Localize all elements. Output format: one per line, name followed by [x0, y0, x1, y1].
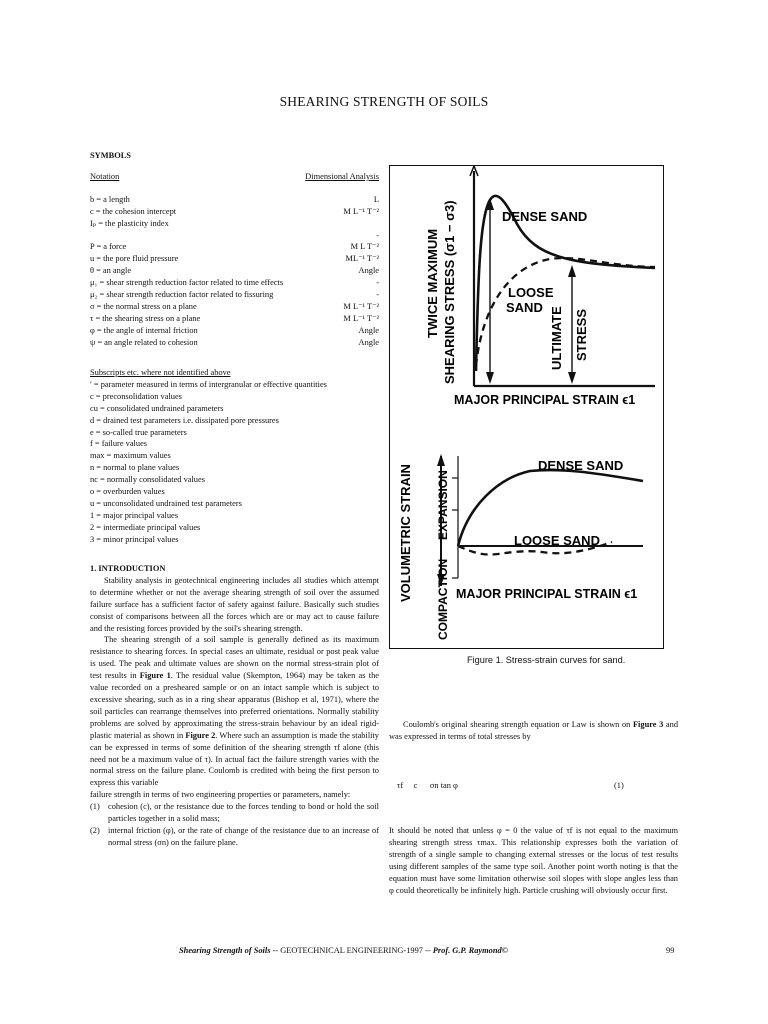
- expansion-label: EXPANSION: [436, 470, 450, 540]
- symbol-row: [90, 265, 379, 277]
- subscript-item: o = overburden values: [90, 487, 165, 497]
- coulomb-text-a: Coulomb's original shearing strength equation or Law is shown on: [403, 720, 633, 729]
- symbol-definition: u = the pore fluid pressure: [90, 254, 179, 264]
- symbol-row: [90, 289, 379, 301]
- symbols-section: [90, 150, 379, 349]
- symbols-heading: SYMBOLS: [90, 151, 131, 160]
- subscript-item: cu = consolidated undrained parameters: [90, 403, 224, 413]
- symbol-definition: θ = an angle: [90, 266, 132, 276]
- symbol-dimension: Angle: [358, 337, 379, 347]
- footer-title: [179, 946, 508, 955]
- loose-sand-label-bottom: LOOSE SAND: [514, 533, 600, 548]
- top-ylabel-1: TWICE MAXIMUM: [425, 228, 440, 338]
- subscript-item: d = drained test parameters i.e. dissipated pore pressures: [90, 415, 279, 425]
- intro-p2-a: The shearing strength of a soil sample is generally defined as its maximum resistance to shearing forces. In special cases an ultimate, residual or post peak value is used. The peak and ultimate values are shown on the normal stress-strain plot of test results in: [90, 635, 379, 681]
- subscript-item: 3 = minor principal values: [90, 534, 179, 544]
- intro-paragraph-3: failure strength in terms of two engineering properties or parameters, namely:: [90, 790, 351, 800]
- symbol-definition: P = a force: [90, 242, 127, 252]
- subscript-item: f = failure values: [90, 439, 148, 449]
- symbol-dimension: M L⁻¹ T⁻²: [343, 206, 379, 216]
- list-item-2: [90, 825, 379, 849]
- symbol-dimension: M L T⁻²: [350, 242, 379, 252]
- symbol-row: [90, 194, 379, 206]
- symbols-list: [90, 194, 379, 349]
- introduction-section: [90, 563, 379, 849]
- symbol-row: [90, 337, 379, 349]
- bottom-xlabel: MAJOR PRINCIPAL STRAIN ϵ1: [456, 587, 638, 601]
- notation-header: Notation: [90, 171, 120, 181]
- subscript-item: n = normal to plane values: [90, 463, 180, 473]
- dense-sand-label-bottom: DENSE SAND: [538, 458, 624, 473]
- symbol-definition: ψ = an angle related to cohesion: [90, 337, 198, 347]
- subscript-item: 1 = major principal values: [90, 510, 178, 520]
- symbol-dimension: M L⁻¹ T⁻²: [343, 313, 379, 323]
- list-num: (1): [90, 802, 100, 812]
- symbol-definition: σ = the normal stress on a plane: [90, 301, 197, 311]
- symbol-definition: φ = the angle of internal friction: [90, 325, 198, 335]
- top-ylabel-2: SHEARING STRESS (σ1 − σ3): [442, 200, 457, 384]
- page-number: 99: [666, 946, 675, 955]
- list-item-1: [90, 801, 379, 825]
- subscript-item: u = unconsolidated undrained test parameters: [90, 498, 242, 508]
- intro-p1-text: Stability analysis in geotechnical engineering includes all studies which attempt to determine whether or not the average shearing strength of soil over the assumed failure surface has a sufficient factor of safety against failure. Basically such studies consist of comparisons between all the forces which are or may act to cause failure and the resisting forces provided by the soil's shearing strength.: [90, 575, 379, 633]
- subscript-item: c = preconsolidation values: [90, 391, 182, 401]
- figure-1-ref: Figure 1: [139, 671, 171, 681]
- symbol-row: [90, 301, 379, 313]
- stress-strain-figure: [390, 166, 663, 648]
- subscripts-list: [90, 379, 379, 546]
- subscript-item: 2 = intermediate principal values: [90, 522, 201, 532]
- bottom-ylabel: VOLUMETRIC STRAIN: [398, 464, 413, 602]
- figure-3-ref: Figure 3: [632, 720, 664, 729]
- equation-1: τf c σn tan φ: [397, 781, 458, 790]
- list-text: cohesion (c), or the resistance due to the forces tending to bond or hold the soil particles together in a solid mass;: [108, 802, 379, 824]
- subscript-item: nc = normally consolidated values: [90, 475, 205, 485]
- symbol-dimension: Angle: [358, 266, 379, 276]
- symbol-dimension: -: [376, 290, 379, 300]
- figure-2-ref: Figure 2: [185, 730, 216, 740]
- symbol-definition: τ = the shearing stress on a plane: [90, 313, 201, 323]
- list-num: (2): [90, 825, 100, 835]
- subscript-item: e = so-called true parameters: [90, 427, 187, 437]
- subscripts-heading: Subscripts etc. where not identified above: [90, 368, 231, 377]
- top-xlabel: MAJOR PRINCIPAL STRAIN ϵ1: [454, 393, 636, 407]
- ultimate-label: ULTIMATE: [549, 306, 564, 370]
- symbol-definition: c = the cohesion intercept: [90, 206, 177, 216]
- symbol-dimension: L: [373, 194, 379, 204]
- intro-p2-c: . Where such an assumption is made the stability can be expressed in terms of some definition of the shearing strength τf alone (this need not be a maximum value of τ). In actual fact the failure strength varies with the normal stress on the failure plane. Coulomb is credited with being the first person to express this variable: [90, 730, 379, 788]
- symbol-dimension: ML⁻¹ T⁻²: [345, 254, 379, 264]
- symbol-row: [90, 206, 379, 218]
- figure-1-frame: [389, 165, 664, 649]
- footer-author: Prof. G.P. Raymond©: [432, 946, 508, 955]
- symbol-definition: Iₚ = the plasticity index: [90, 218, 169, 228]
- subscripts-section: [90, 367, 379, 546]
- dimensional-header: Dimensional Analysis: [305, 171, 379, 181]
- symbol-row: [90, 325, 379, 337]
- compaction-label: COMPACTION: [436, 558, 450, 640]
- symbol-dimension: -: [376, 230, 379, 240]
- symbol-row: [90, 218, 379, 230]
- footer-doc-title: Shearing Strength of Soils: [179, 946, 271, 955]
- footer-journal: -- GEOTECHNICAL ENGINEERING-1997 --: [272, 946, 431, 955]
- symbol-definition: b = a length: [90, 194, 130, 204]
- symbol-dimension: Angle: [358, 325, 379, 335]
- symbol-row: [90, 277, 379, 289]
- coulomb-paragraph: [389, 719, 678, 743]
- symbol-dimension: M L⁻¹ T⁻²: [343, 301, 379, 311]
- note-paragraph: It should be noted that unless φ = 0 the value of τf is not equal to the maximum shearing strength stress τmax. This relationship expresses both the variation of strength of a single sample to changing external stresses or the locus of test results using different samples of the same type soil. Another point worth noting is that the equation must have some limitation otherwise soil slopes with slope angles less than φ could theoretically be infinitely high. Particle crushing will obviously occur first.: [389, 826, 678, 895]
- symbol-row: [90, 241, 379, 253]
- symbol-definition: μ₁ = shear strength reduction factor related to time effects: [90, 278, 284, 288]
- symbol-row: [90, 230, 379, 242]
- dense-sand-label: DENSE SAND: [502, 209, 588, 224]
- page-title: SHEARING STRENGTH OF SOILS: [279, 94, 489, 109]
- intro-p2-b: . The residual value (Skempton, 1964) may be taken as the value recorded on a presheared sample or on an intact sample which is subject to excessive shearing, such as in a ring shear apparatus (Bishop et al, 1971), where the soil particles can rearrange themselves into preferred orientations. Normally stability problems are solved by approximating the stress-strain behaviour by an ideal rigid-plastic material as shown in: [90, 671, 379, 740]
- intro-paragraph-1: [90, 575, 379, 635]
- symbol-row: [90, 313, 379, 325]
- equation-1-number: (1): [614, 781, 624, 790]
- intro-paragraph-2: [90, 634, 379, 789]
- symbol-definition: μ₂ = shear strength reduction factor related to fissuring: [90, 290, 274, 300]
- bottom-plot: [437, 454, 643, 586]
- loose-label-2: SAND: [506, 300, 543, 315]
- stress-label: STRESS: [574, 308, 589, 361]
- loose-sand-stress-curve: [476, 258, 655, 366]
- introduction-heading: 1. INTRODUCTION: [90, 564, 166, 573]
- list-text: internal friction (φ), or the rate of change of the resistance due to an increase of normal stress (σn) on the failure plane.: [108, 825, 379, 847]
- figure-1-caption: Figure 1. Stress-strain curves for sand.: [467, 655, 626, 665]
- subscript-item: ′ = parameter measured in terms of intergranular or effective quantities: [90, 379, 327, 389]
- symbol-row: [90, 253, 379, 265]
- symbols-column-header: [90, 171, 379, 183]
- subscript-item: max = maximum values: [90, 451, 171, 461]
- symbol-dimension: -: [376, 278, 379, 288]
- coulomb-text-b: and was expressed in terms of total stresses by: [389, 720, 679, 741]
- loose-label-1: LOOSE: [508, 285, 554, 300]
